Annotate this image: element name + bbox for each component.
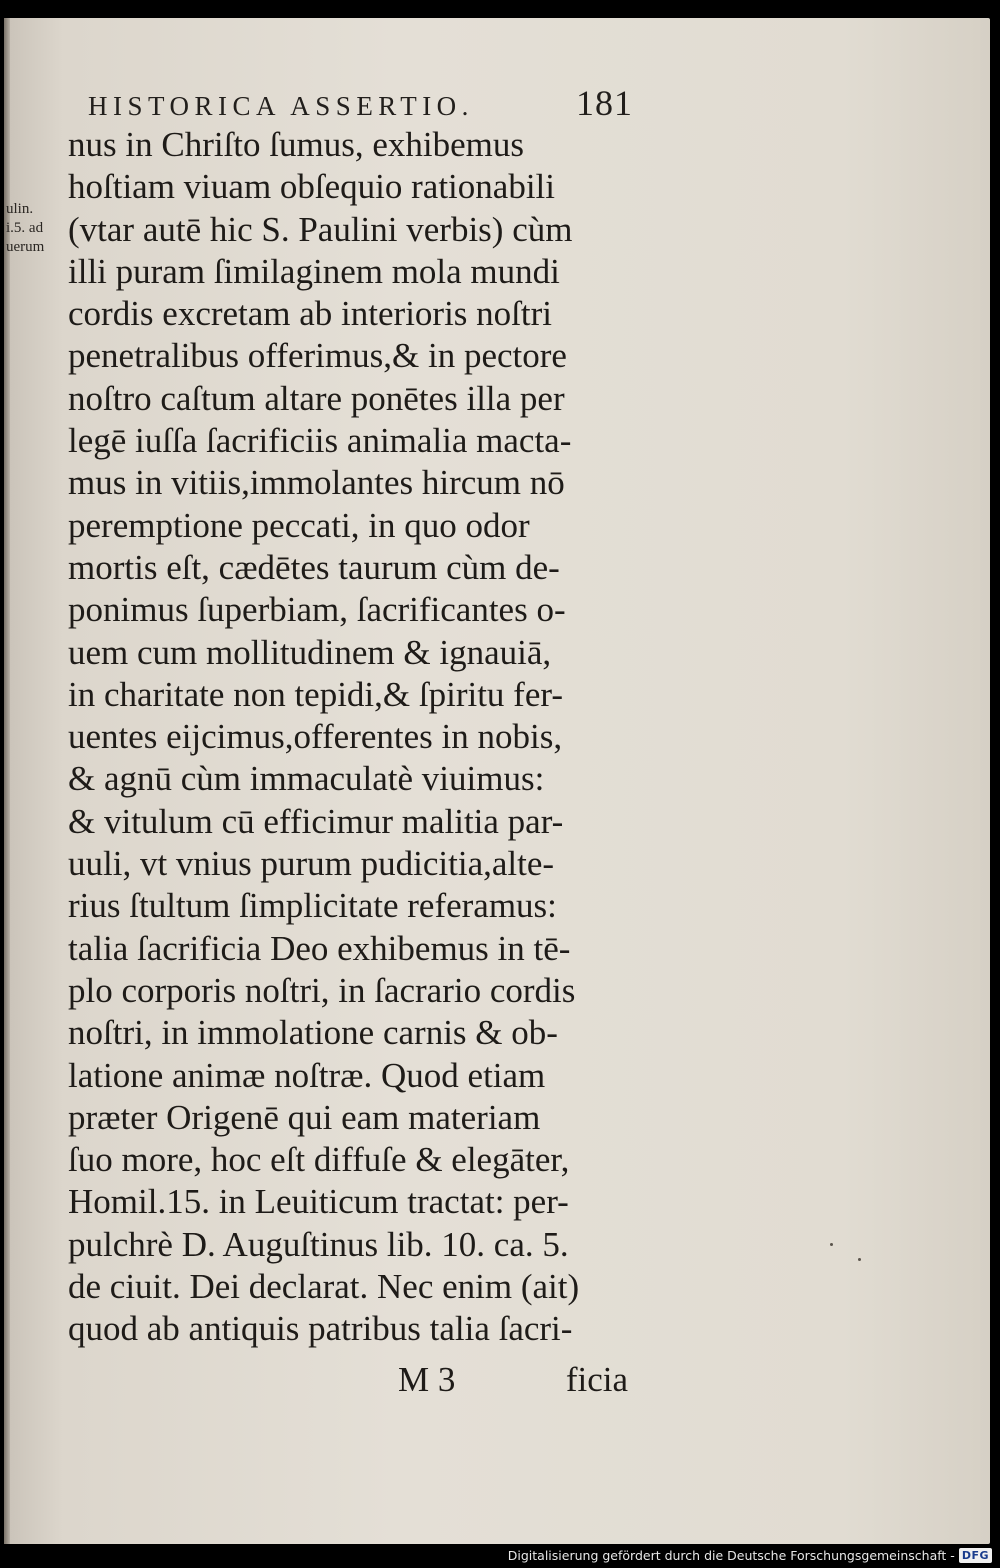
margin-note-line: ulin. xyxy=(6,201,34,217)
text-line: penetralibus offerimus,& in pectore xyxy=(68,336,567,376)
text-line: in charitate non tepidi,& ſpiritu fer- xyxy=(68,674,563,714)
text-line: Homil.15. in Leuiticum tractat: per- xyxy=(68,1182,569,1222)
dfg-logo: DFG xyxy=(959,1548,992,1563)
text-line: quod ab antiquis patribus talia ſacri- xyxy=(68,1309,573,1349)
page-number: 181 xyxy=(576,83,633,123)
text-line: mortis eſt, cædētes taurum cùm de- xyxy=(68,547,560,587)
text-line: cordis excretam ab interioris noſtri xyxy=(68,294,553,334)
text-line: talia ſacrificia Deo exhibemus in tē- xyxy=(68,928,571,968)
page-header xyxy=(88,82,633,122)
text-line: noſtro caſtum altare ponētes illa per xyxy=(68,378,565,418)
text-line: uem cum mollitudinem & ignauiā, xyxy=(68,632,552,672)
text-line: uuli, vt vnius purum pudicitia,alte- xyxy=(68,844,555,884)
text-line: præter Origenē qui eam materiam xyxy=(68,1097,541,1137)
paper-speck xyxy=(858,1258,861,1261)
digitization-footer xyxy=(508,1544,992,1566)
text-line: (vtar autē hic S. Paulini verbis) cùm xyxy=(68,209,573,249)
text-line: hoſtiam viuam obſequio rationabili xyxy=(68,167,555,207)
text-line: legē iuſſa ſacrificiis animalia macta- xyxy=(68,421,572,461)
text-line: nus in Chriſto ſumus, exhibemus xyxy=(68,125,524,164)
text-line: peremptione peccati, in quo odor xyxy=(68,505,530,545)
text-line: illi puram ſimilaginem mola mundi xyxy=(68,251,560,291)
footer-credit: Digitalisierung gefördert durch die Deutsche Forschungsgemeinschaft - xyxy=(507,1547,955,1563)
text-line: plo corporis noſtri, in ſacrario cordis xyxy=(68,970,576,1010)
text-line: ſuo more, hoc eſt diffuſe & elegāter, xyxy=(68,1140,570,1180)
running-head: HISTORICA ASSERTIO. xyxy=(88,91,474,121)
text-line: uentes eijcimus,offerentes in nobis, xyxy=(68,717,563,757)
text-line: & vitulum cū efficimur malitia par- xyxy=(68,801,564,841)
catchword: ficia xyxy=(565,1360,628,1399)
text-line: noſtri, in immolatione carnis & ob- xyxy=(68,1013,558,1053)
text-line: pulchrè D. Auguſtinus lib. 10. ca. 5. xyxy=(68,1224,569,1264)
margin-note-line: uerum xyxy=(6,239,45,255)
text-line: rius ſtultum ſimplicitate referamus: xyxy=(68,886,557,926)
margin-note xyxy=(6,200,66,257)
text-line: & agnū cùm immaculatè viuimus: xyxy=(68,759,545,799)
margin-note-line: i.5. ad xyxy=(6,220,44,236)
text-line: latione animæ noſtræ. Quod etiam xyxy=(68,1055,546,1095)
text-line: de ciuit. Dei declarat. Nec enim (ait) xyxy=(68,1267,580,1307)
signature-mark: M 3 xyxy=(398,1360,456,1399)
text-line: mus in vitiis,immolantes hircum nō xyxy=(68,463,565,503)
text-line: ponimus ſuperbiam, ſacrificantes o- xyxy=(68,590,566,630)
body-text xyxy=(68,124,638,1351)
paper-speck xyxy=(830,1243,833,1246)
page-foot xyxy=(68,1360,628,1404)
